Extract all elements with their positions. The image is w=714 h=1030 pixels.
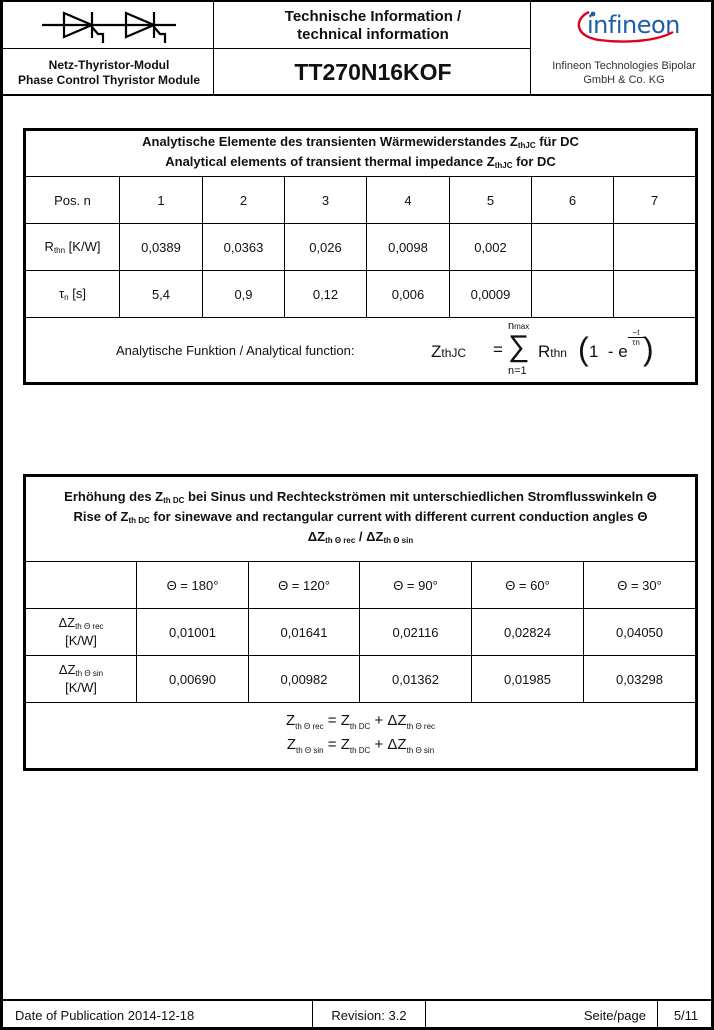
rec-cell: 0,02824: [472, 609, 584, 656]
tau-cell: 0,12: [285, 271, 367, 318]
tau-cell: [532, 271, 614, 318]
company-name: [531, 49, 714, 96]
table-row: [25, 271, 697, 318]
sin-cell: 0,01985: [472, 656, 584, 703]
page-label: Seite/page: [583, 1007, 646, 1023]
zth-rise-table: [23, 474, 698, 771]
sum-symbol: ∑: [508, 330, 530, 363]
position-cell: 4: [367, 177, 450, 224]
title-de: Technische Information /: [284, 7, 462, 25]
position-cell: 7: [614, 177, 697, 224]
row-header: $R_{thn}$ [K/W]: [25, 224, 120, 271]
page-header: [3, 0, 714, 96]
row-header: $\Delta Z_{th \Theta rec}$ [K/W]: [25, 609, 137, 656]
row-header: $\Delta Z_{th \Theta sin}$ [K/W]: [25, 656, 137, 703]
infineon-logo: [569, 6, 679, 46]
angle-header: Θ = 60°: [472, 562, 584, 609]
rthn-cell: [614, 224, 697, 271]
position-cell: 5: [450, 177, 532, 224]
rthn-cell: 0,0363: [203, 224, 285, 271]
rthn-cell: 0,0098: [367, 224, 450, 271]
rec-cell: 0,01641: [249, 609, 360, 656]
analytical-function-cell: [25, 318, 697, 384]
position-cell: 2: [203, 177, 285, 224]
page-number: 5/11: [673, 1007, 699, 1023]
angle-header: Θ = 120°: [249, 562, 360, 609]
sin-cell: 0,00982: [249, 656, 360, 703]
table-header-row: [25, 562, 697, 609]
table-title: Analytische Elemente des transienten Wärmewiderstandes $Z_{thJC}$ für DC Analytical elements of transient thermal impedance $Z_{thJC}$ for DC: [25, 130, 697, 177]
formula-sin: $Z_{th \Theta sin} = Z_{th DC} + \Delta Z_{th \Theta sin}$: [286, 735, 435, 755]
formula-rec: $Z_{th \Theta rec} = Z_{th DC} + \Delta Z_{th \Theta rec}$: [285, 711, 436, 731]
position-cell: 6: [532, 177, 614, 224]
company-line-1: Infineon Technologies Bipolar: [552, 59, 696, 72]
analytical-function-row: [25, 318, 697, 384]
tau-cell: 0,9: [203, 271, 285, 318]
row-header: Pos. n: [25, 177, 120, 224]
revision: Revision: 3.2: [331, 1007, 407, 1023]
empty-header-cell: [25, 562, 137, 609]
module-type-en: Phase Control Thyristor Module: [17, 72, 200, 87]
rthn-cell: 0,002: [450, 224, 532, 271]
angle-header: Θ = 90°: [360, 562, 472, 609]
table-row: [25, 224, 697, 271]
table-row: [25, 656, 697, 703]
rec-cell: 0,04050: [584, 609, 697, 656]
thermal-impedance-elements-table: [23, 128, 698, 385]
zth-formula-cell: [25, 703, 697, 770]
table-row: [25, 177, 697, 224]
rec-cell: 0,01001: [137, 609, 249, 656]
tau-cell: 5,4: [120, 271, 203, 318]
zthjc-formula: ZthJC = nmax ∑ n=1 Rthn ( 1 - e −t τn ): [431, 320, 654, 377]
table-title-row: [25, 130, 697, 177]
module-type-de: Netz-Thyristor-Modul: [48, 57, 170, 72]
tau-cell: 0,0009: [450, 271, 532, 318]
tau-cell: [614, 271, 697, 318]
table-title-row: [25, 476, 697, 562]
page-footer: [3, 999, 714, 1030]
publication-date: Date of Publication 2014-12-18: [15, 1007, 195, 1023]
rthn-cell: 0,026: [285, 224, 367, 271]
document-type-title: [215, 2, 531, 49]
function-label: Analytische Funktion / Analytical function:: [116, 343, 355, 358]
rthn-cell: 0,0389: [120, 224, 203, 271]
company-line-2: GmbH & Co. KG: [583, 73, 665, 86]
row-header: $\tau_n$ [s]: [25, 271, 120, 318]
logo-text: infineon: [587, 10, 680, 39]
table-title: Erhöhung des $Z_{th DC}$ bei Sinus und Rechteckströmen mit unterschiedlichen Stromflusswinkeln Θ Rise of $Z_{th DC}$ for sinewave and rectangular current with different current conduction angles Θ $\Delta Z_{th \Theta rec} / \Delta Z_{th \Theta sin}$: [25, 476, 697, 562]
rthn-cell: [532, 224, 614, 271]
logo-cell: [531, 2, 714, 49]
table-row: [25, 609, 697, 656]
sin-cell: 0,00690: [137, 656, 249, 703]
position-cell: 3: [285, 177, 367, 224]
formula-row: [25, 703, 697, 770]
position-cell: 1: [120, 177, 203, 224]
dual-thyristor-symbol-icon: [34, 7, 184, 45]
title-en: technical information: [297, 25, 449, 43]
sin-cell: 0,01362: [360, 656, 472, 703]
part-number: TT270N16KOF: [294, 59, 452, 85]
angle-header: Θ = 180°: [137, 562, 249, 609]
angle-header: Θ = 30°: [584, 562, 697, 609]
thyristor-symbol-cell: [3, 2, 215, 49]
sin-cell: 0,03298: [584, 656, 697, 703]
module-type: [3, 49, 215, 96]
rec-cell: 0,02116: [360, 609, 472, 656]
tau-cell: 0,006: [367, 271, 450, 318]
